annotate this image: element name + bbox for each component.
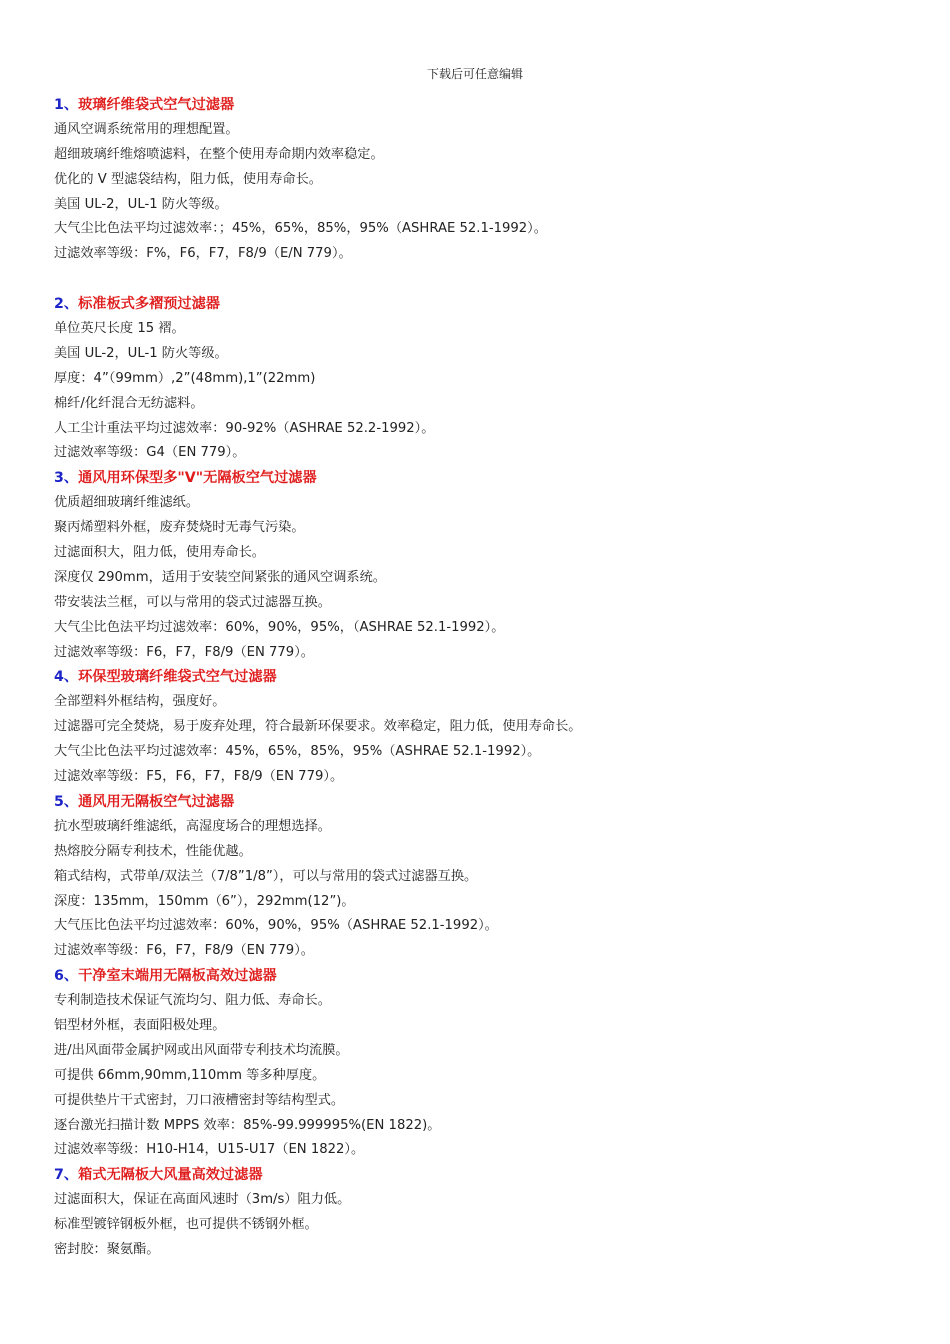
section-7-line: 标准型镀锌钢板外框，也可提供不锈钢外框。 xyxy=(54,1217,318,1233)
section-7-heading xyxy=(54,1163,914,1188)
section-number: 6、 xyxy=(54,968,79,985)
section-title: 干净室末端用无隔板高效过滤器 xyxy=(78,968,277,985)
section-6-line: 进/出风面带金属护网或出风面带专利技术均流膜。 xyxy=(54,1042,349,1058)
section-3-line: 深度仅 290mm，适用于安装空间紧张的通风空调系统。 xyxy=(54,569,386,585)
section-title: 环保型玻璃纤维袋式空气过滤器 xyxy=(78,669,277,686)
section-3-line: 优质超细玻璃纤维滤纸。 xyxy=(54,495,200,511)
section-6-line: 过滤效率等级：H10-H14，U15-U17（EN 1822）。 xyxy=(54,1142,365,1158)
section-5-heading xyxy=(54,790,914,815)
section-6-line: 专利制造技术保证气流均匀、阻力低、寿命长。 xyxy=(54,993,331,1009)
section-6-line: 铝型材外框，表面阳极处理。 xyxy=(54,1017,226,1033)
section-title: 通风用无隔板空气过滤器 xyxy=(78,793,235,810)
section-7-line: 密封胶：聚氨酯。 xyxy=(54,1241,160,1257)
section-2-heading xyxy=(54,292,914,317)
section-number: 4、 xyxy=(54,669,79,686)
section-4-line: 过滤器可完全焚烧，易于废弃处理，符合最新环保要求。效率稳定，阻力低，使用寿命长。 xyxy=(54,719,582,735)
section-5-line: 箱式结构，式带单/双法兰（7/8”1/8”），可以与常用的袋式过滤器互换。 xyxy=(54,868,478,884)
section-2-line: 单位英尺长度 15 褶。 xyxy=(54,321,185,337)
section-2-line: 美国 UL-2，UL-1 防火等级。 xyxy=(54,345,228,361)
section-3-line: 过滤效率等级：F6，F7，F8/9（EN 779）。 xyxy=(54,644,314,660)
section-6-line: 逐台激光扫描计数 MPPS 效率：85%-99.999995%(EN 1822)。 xyxy=(54,1117,441,1133)
section-title: 通风用环保型多"V"无隔板空气过滤器 xyxy=(78,470,317,487)
section-4-line: 全部塑料外框结构，强度好。 xyxy=(54,694,226,710)
section-3-line: 聚丙烯塑料外框，废弃焚烧时无毒气污染。 xyxy=(54,520,305,536)
section-1-line: 大气尘比色法平均过滤效率：；45%，65%，85%，95%（ASHRAE 52.1-1992）。 xyxy=(54,221,547,237)
section-2-line: 过滤效率等级：G4（EN 779）。 xyxy=(54,445,246,461)
section-5-line: 抗水型玻璃纤维滤纸，高湿度场合的理想选择。 xyxy=(54,818,331,834)
section-number: 2、 xyxy=(54,296,79,313)
document-body xyxy=(54,93,914,1263)
section-4-heading xyxy=(54,665,914,690)
section-3-line: 过滤面积大，阻力低，使用寿命长。 xyxy=(54,545,265,561)
section-1-line: 过滤效率等级：F%，F6，F7，F8/9（E/N 779）。 xyxy=(54,246,352,262)
section-2-line: 人工尘计重法平均过滤效率：90-92%（ASHRAE 52.2-1992）。 xyxy=(54,420,435,436)
section-5-line: 深度：135mm，150mm（6”），292mm(12”)。 xyxy=(54,893,355,909)
section-1-line: 美国 UL-2，UL-1 防火等级。 xyxy=(54,196,228,212)
section-3-line: 大气尘比色法平均过滤效率：60%，90%，95%，（ASHRAE 52.1-1992）。 xyxy=(54,619,505,635)
section-3-line: 带安装法兰框，可以与常用的袋式过滤器互换。 xyxy=(54,594,331,610)
section-2-line: 棉纤/化纤混合无纺滤料。 xyxy=(54,395,204,411)
page-header: 下载后可任意编辑 xyxy=(426,67,523,81)
section-title: 标准板式多褶预过滤器 xyxy=(78,296,220,313)
section-1-line: 通风空调系统常用的理想配置。 xyxy=(54,121,239,137)
section-1-heading xyxy=(54,93,914,118)
paragraph-spacer xyxy=(54,267,914,292)
section-6-line: 可提供垫片干式密封，刀口液槽密封等结构型式。 xyxy=(54,1092,345,1108)
section-3-heading xyxy=(54,466,914,491)
section-title: 玻璃纤维袋式空气过滤器 xyxy=(78,97,235,113)
section-5-line: 热熔胶分隔专利技术，性能优越。 xyxy=(54,843,252,859)
section-6-heading xyxy=(54,964,914,989)
section-number: 5、 xyxy=(54,793,79,810)
section-5-line: 过滤效率等级：F6，F7，F8/9（EN 779）。 xyxy=(54,943,314,959)
section-1-line: 超细玻璃纤维熔喷滤料，在整个使用寿命期内效率稳定。 xyxy=(54,146,384,162)
section-1-line: 优化的 V 型滤袋结构，阻力低，使用寿命长。 xyxy=(54,171,322,187)
section-4-line: 过滤效率等级：F5，F6，F7，F8/9（EN 779）。 xyxy=(54,769,344,785)
section-number: 1、 xyxy=(54,97,79,113)
section-4-line: 大气尘比色法平均过滤效率：45%，65%，85%，95%（ASHRAE 52.1-1992）。 xyxy=(54,744,541,760)
section-6-line: 可提供 66mm,90mm,110mm 等多种厚度。 xyxy=(54,1067,326,1083)
section-number: 7、 xyxy=(54,1167,79,1184)
section-number: 3、 xyxy=(54,470,79,487)
section-2-line: 厚度：4”（99mm）,2”(48mm),1”(22mm) xyxy=(54,370,316,386)
section-7-line: 过滤面积大，保证在高面风速时（3m/s）阻力低。 xyxy=(54,1192,351,1208)
section-title: 箱式无隔板大风量高效过滤器 xyxy=(78,1167,263,1184)
section-5-line: 大气压比色法平均过滤效率：60%，90%，95%（ASHRAE 52.1-1992）。 xyxy=(54,918,498,934)
